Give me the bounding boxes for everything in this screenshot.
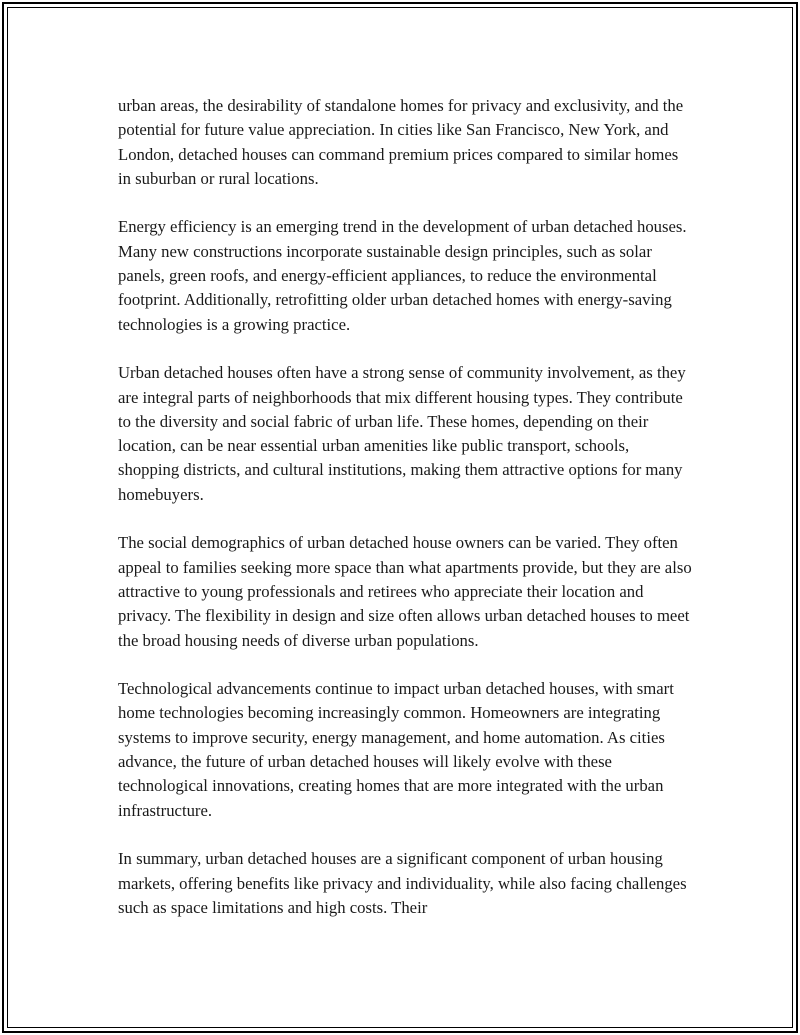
paragraph-demographics: The social demographics of urban detached house owners can be varied. They often appeal to families seeking more space than what apartments provide, but they are also attractive to young professionals and retirees who appreciate their location and privacy. The flexibility in design and size often allows urban detached houses to meet the broad housing needs of diverse urban populations. xyxy=(118,533,692,650)
paragraph-market-value: urban areas, the desirability of standalone homes for privacy and exclusivity, and the potential for future value appreciation. In cities like San Francisco, New York, and London, detached houses can command premium prices compared to similar homes in suburban or rural locations. xyxy=(118,96,684,188)
paragraph-energy-efficiency: Energy efficiency is an emerging trend in the development of urban detached houses. Many new constructions incorporate sustainable design principles, such as solar panels, green roofs, and energy-efficient appliances, to reduce the environmental footprint. Additionally, retrofitting older urban detached homes with energy-saving technologies is a growing practice. xyxy=(118,217,687,334)
document-body xyxy=(118,94,693,920)
paragraph-community: Urban detached houses often have a strong sense of community involvement, as they are integral parts of neighborhoods that mix different housing types. They contribute to the diversity and social fabric of urban life. These homes, depending on their location, can be near essential urban amenities like public transport, schools, shopping districts, and cultural institutions, making them attractive options for many homebuyers. xyxy=(118,363,686,504)
paragraph-summary: In summary, urban detached houses are a significant component of urban housing markets, offering benefits like privacy and individuality, while also facing challenges such as space limitations and high costs. Their xyxy=(118,849,687,917)
paragraph-technology: Technological advancements continue to impact urban detached houses, with smart home technologies becoming increasingly common. Homeowners are integrating systems to improve security, energy management, and home automation. As cities advance, the future of urban detached houses will likely evolve with these technological innovations, creating homes that are more integrated with the urban infrastructure. xyxy=(118,679,674,820)
